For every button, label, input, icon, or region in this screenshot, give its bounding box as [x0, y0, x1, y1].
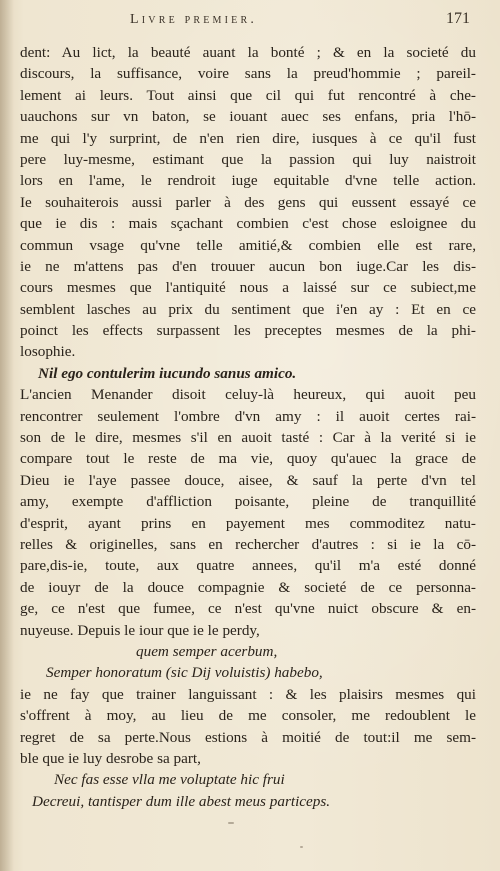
text-line: rencontrer seulement l'ombre d'vn amy : il auoit certes rai- [20, 407, 476, 425]
text-line: L'ancien Menander disoit celuy-là heureux, qui auoit peu [20, 386, 476, 404]
text-line: me qui l'y surprint, de n'en rien dire, iusques à ce qu'il fust [20, 129, 476, 147]
text-line: compare tout le reste de ma vie, quoy qu'auec la grace de [20, 450, 476, 468]
latin-quotation: Nil ego contulerim iucundo sanus amico. [38, 364, 297, 382]
text-line: losophie. [20, 343, 76, 361]
gutter-shadow [0, 0, 14, 871]
text-line: commun vsage qu'vne telle amitié,& combien elle est rare, [20, 236, 476, 254]
text-line: regret de sa perte.Nous estions à moitié de tout:il me sem- [20, 728, 476, 746]
text-line: de iouyr de la douce compagnie & societé de ce personna- [20, 578, 476, 596]
ink-speck [300, 846, 303, 848]
text-line: Dieu ie l'aye passee douce, aisee, & sauf la perte d'vn tel [20, 471, 476, 489]
verse-line: Decreui, tantisper dum ille abest meus particeps. [32, 792, 331, 810]
page-header [130, 10, 470, 34]
page-number: 171 [446, 10, 470, 27]
text-line: cours mesmes que l'antiquité nous a laissé sur ce subiect,me [20, 279, 476, 297]
text-line: relles & originelles, sans en rechercher d'autres : si ie la cō- [20, 535, 476, 553]
text-line: que ie dis : mais sçachant combien c'est chose esloignee du [20, 215, 476, 233]
text-line: ie ne fay que trainer languissant : & les plaisirs mesmes qui [20, 685, 476, 703]
text-line: lors en l'ame, le rendroit iuge equitable d'vne telle action. [20, 172, 476, 190]
text-line: poinct les effects surpassent les preceptes mesmes de la phi- [20, 322, 476, 340]
text-line: ge, ce n'est que fumee, ce n'est qu'vne nuict obscure & en- [20, 600, 476, 618]
verse-line: Semper honoratum (sic Dij voluistis) habebo, [46, 664, 323, 682]
text-line: discours, la suffisance, voire sans la preud'hommie ; pareil- [20, 65, 476, 83]
text-line: pare,dis-ie, toute, aux quatre annees, qu'il m'a esté donné [20, 557, 476, 575]
text-line: pere luy-mesme, estimant que la passion qui luy naistroit [20, 150, 476, 168]
text-line: son de le dire, mesmes s'il en auoit tasté : Car à la verité si ie [20, 429, 476, 447]
verse-line: Nec fas esse vlla me voluptate hic frui [54, 771, 285, 789]
text-line: dent: Au lict, la beauté auant la bonté ; & en la societé du [20, 44, 476, 61]
text-line: semblent lasches au prix du sentiment que i'en ay : Et en ce [20, 300, 476, 318]
page-text [20, 42, 476, 812]
text-line: uauchons sur vn baton, se iouant auec ses enfans, pria l'hō- [20, 108, 476, 126]
running-head: Livre premier. [130, 12, 258, 27]
text-line: d'esprit, ayant prins en payement mes commoditez natu- [20, 514, 476, 532]
text-line: amy, exempte d'affliction poisante, pleine de tranquillité [20, 493, 476, 511]
text-line: nuyeuse. Depuis le iour que ie le perdy, [20, 621, 260, 639]
text-line: s'offrent à moy, au lieu de me consoler, me redoublent le [20, 707, 476, 725]
text-line: ie ne m'attens pas d'en trouuer aucun bon iuge.Car les dis- [20, 257, 476, 275]
text-line: lement ai leurs. Tout ainsi que cil qui fut rencontré à che- [20, 86, 476, 104]
ink-speck [228, 822, 234, 824]
verse-line: quem semper acerbum, [136, 642, 278, 660]
text-line: ble que ie luy desrobe sa part, [20, 749, 201, 767]
text-line: Ie souhaiterois aussi parler à des gens qui eussent essayé ce [20, 193, 476, 211]
